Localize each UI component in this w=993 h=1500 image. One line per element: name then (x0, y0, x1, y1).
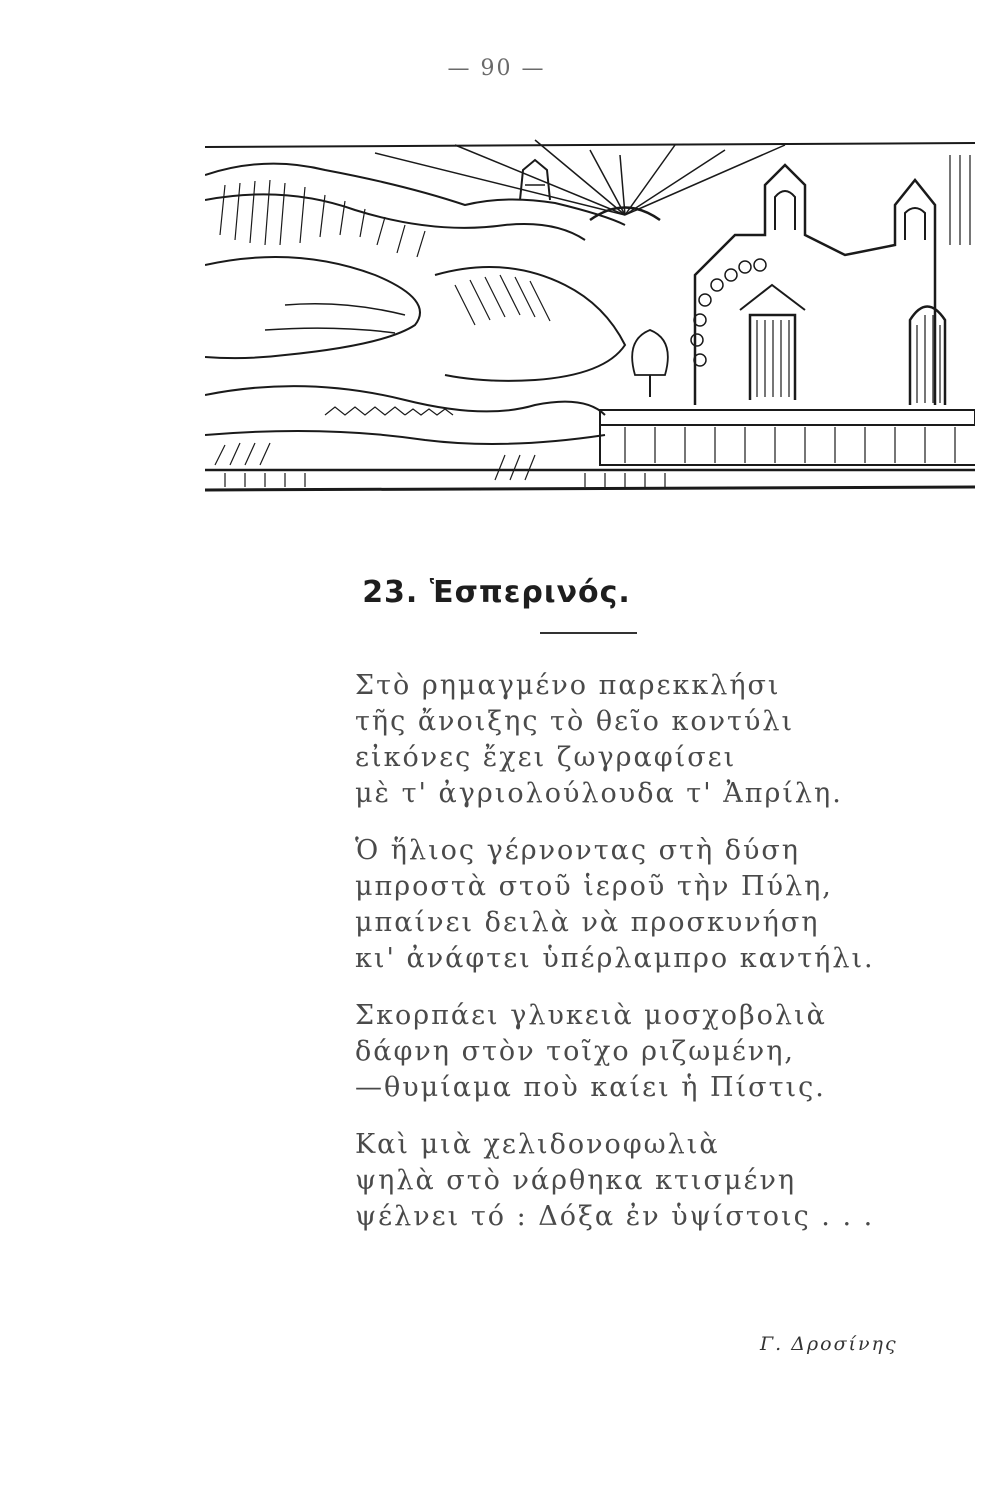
poem-line: εἰκόνες ἔχει ζωγραφίσει (355, 742, 737, 773)
stanza-1 (355, 668, 875, 812)
poem-line: δάφνη στὸν τοῖχο ριζωμένη, (355, 1036, 795, 1067)
poem-title: 23. Ἑσπερινός. (362, 575, 631, 610)
poem-line: Ὁ ἥλιος γέρνοντας στὴ δύση (355, 835, 800, 866)
poem-line: Σκορπάει γλυκειὰ μοσχοβολιὰ (355, 1000, 827, 1031)
poem-line: τῆς ἄνοιξης τὸ θεῖο κοντύλι (355, 706, 795, 737)
poem-line: —θυμίαμα ποὺ καίει ἡ Πίστις. (355, 1072, 826, 1103)
page-number: — 90 — (447, 56, 546, 81)
poem-line: Καὶ μιὰ χελιδονοφωλιὰ (355, 1129, 720, 1160)
stanza-3 (355, 998, 875, 1106)
poem-line: μπροστὰ στοῦ ἱεροῦ τὴν Πύλη, (355, 871, 833, 902)
stanza-2 (355, 833, 875, 977)
title-divider (540, 632, 637, 634)
poem-line: μπαίνει δειλὰ νὰ προσκυνήση (355, 907, 820, 938)
poem-line: Στὸ ρημαγμένο παρεκκλήσι (355, 670, 781, 701)
stanza-4 (355, 1127, 875, 1235)
poem-body (355, 668, 875, 1256)
poem-line: κι' ἀνάφτει ὑπέρλαμπρο καντήλι. (355, 943, 875, 974)
poem-line: ψέλνει τό : Δόξα ἐν ὑψίστοις . . . (355, 1201, 875, 1232)
poem-author: Γ. Δροσίνης (760, 1333, 898, 1355)
poem-line: μὲ τ' ἀγριολούλουδα τ' Ἀπρίλη. (355, 778, 843, 809)
poem-line: ψηλὰ στὸ νάρθηκα κτισμένη (355, 1165, 797, 1196)
chapel-landscape-illustration (205, 125, 975, 500)
